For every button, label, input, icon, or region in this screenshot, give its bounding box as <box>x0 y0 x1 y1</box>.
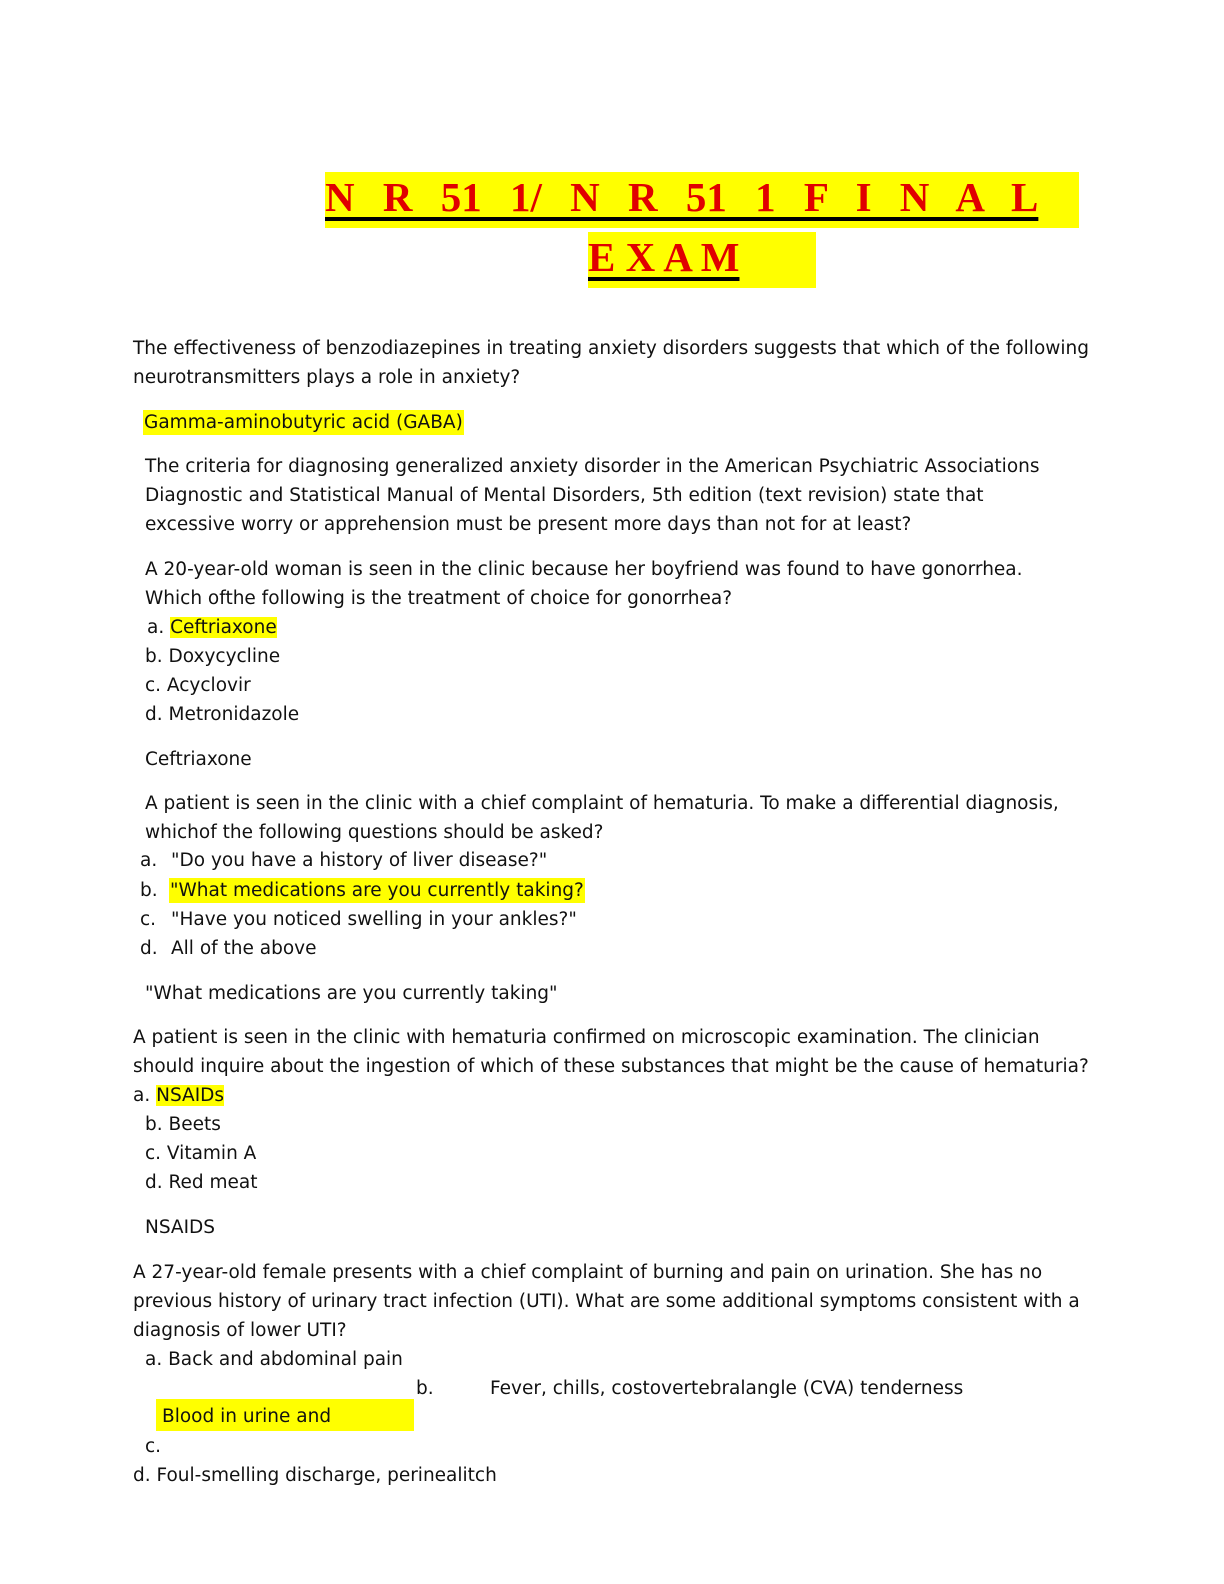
question-text-line: neurotransmitters plays a role in anxiety? <box>133 367 521 388</box>
question-6-option-b-letter: b. <box>416 1378 434 1399</box>
question-5-option-c: c. Vitamin A <box>145 1143 257 1164</box>
question-5-option-d: d. Red meat <box>145 1172 258 1193</box>
question-1-answer <box>143 408 464 437</box>
exam-title-line-1: N R 51 1/ N R 51 1 F I N A L <box>325 172 1079 228</box>
question-4-option-b <box>169 876 585 905</box>
question-3 <box>145 555 1023 613</box>
question-6-option-b: Fever, chills, costovertebralangle (CVA) tenderness <box>490 1378 964 1399</box>
question-5-option-b: b. Beets <box>145 1114 221 1135</box>
highlighted-answer: Blood in urine and <box>162 1406 332 1427</box>
highlighted-answer: NSAIDs <box>156 1085 225 1106</box>
question-3-option-b: b. Doxycycline <box>145 646 281 667</box>
question-6 <box>133 1258 1080 1345</box>
question-3-option-c: c. Acyclovir <box>145 675 251 696</box>
question-text-line: The criteria for diagnosing generalized anxiety disorder in the American Psychiatric Associations <box>145 456 1040 477</box>
question-text-line: A 20-year-old woman is seen in the clinic because her boyfriend was found to have gonorrhea. <box>145 559 1023 580</box>
question-text-line: Which ofthe following is the treatment of choice for gonorrhea? <box>145 588 733 609</box>
question-2 <box>145 452 1040 539</box>
question-4-option-d-letter: d. <box>140 938 158 959</box>
question-4-option-b-letter: b. <box>140 880 158 901</box>
highlighted-answer: Ceftriaxone <box>170 617 277 638</box>
question-text-line: excessive worry or apprehension must be present more days than not for at least? <box>145 514 912 535</box>
question-text-line: should inquire about the ingestion of which of these substances that might be the cause of hematuria? <box>133 1056 1089 1077</box>
question-5-answer: NSAIDS <box>145 1217 216 1238</box>
question-4 <box>145 789 1059 847</box>
question-1 <box>133 334 1089 392</box>
question-text-line: A patient is seen in the clinic with a chief complaint of hematuria. To make a differential diagnosis, <box>145 793 1059 814</box>
question-4-answer: "What medications are you currently taking" <box>145 983 558 1004</box>
question-text-line: whichof the following questions should be asked? <box>145 822 604 843</box>
question-4-option-c: "Have you noticed swelling in your ankles?" <box>171 909 577 930</box>
question-4-option-a: "Do you have a history of liver disease?" <box>171 850 548 871</box>
question-6-option-a: a. Back and abdominal pain <box>145 1349 403 1370</box>
question-6-option-d: d. Foul-smelling discharge, perinealitch <box>133 1465 497 1486</box>
question-text-line: The effectiveness of benzodiazepines in treating anxiety disorders suggests that which of the following <box>133 338 1090 359</box>
question-4-option-a-letter: a. <box>140 850 158 871</box>
question-3-option-d: d. Metronidazole <box>145 704 300 725</box>
question-5 <box>133 1023 1089 1081</box>
question-4-option-d: All of the above <box>171 938 317 959</box>
question-6-option-c-letter: c. <box>145 1436 162 1457</box>
highlighted-answer-box <box>156 1399 414 1431</box>
question-4-option-c-letter: c. <box>140 909 157 930</box>
question-text-line: previous history of urinary tract infection (UTI). What are some additional symptoms consistent with a <box>133 1291 1080 1312</box>
question-5-option-a <box>133 1081 224 1110</box>
option-letter: a. <box>133 1085 157 1106</box>
highlighted-answer: Gamma-aminobutyric acid (GABA) <box>144 412 463 433</box>
question-3-answer: Ceftriaxone <box>145 749 252 770</box>
question-3-option-a <box>147 613 277 642</box>
highlighted-answer: "What medications are you currently taking? <box>170 880 584 901</box>
option-letter: a. <box>147 617 171 638</box>
question-text-line: A patient is seen in the clinic with hematuria confirmed on microscopic examination. The clinician <box>133 1027 1040 1048</box>
question-text-line: diagnosis of lower UTI? <box>133 1320 347 1341</box>
exam-title-line-2: E X A M <box>588 232 816 288</box>
question-text-line: Diagnostic and Statistical Manual of Mental Disorders, 5th edition (text revision) state that <box>145 485 984 506</box>
question-text-line: A 27-year-old female presents with a chief complaint of burning and pain on urination. She has no <box>133 1262 1043 1283</box>
